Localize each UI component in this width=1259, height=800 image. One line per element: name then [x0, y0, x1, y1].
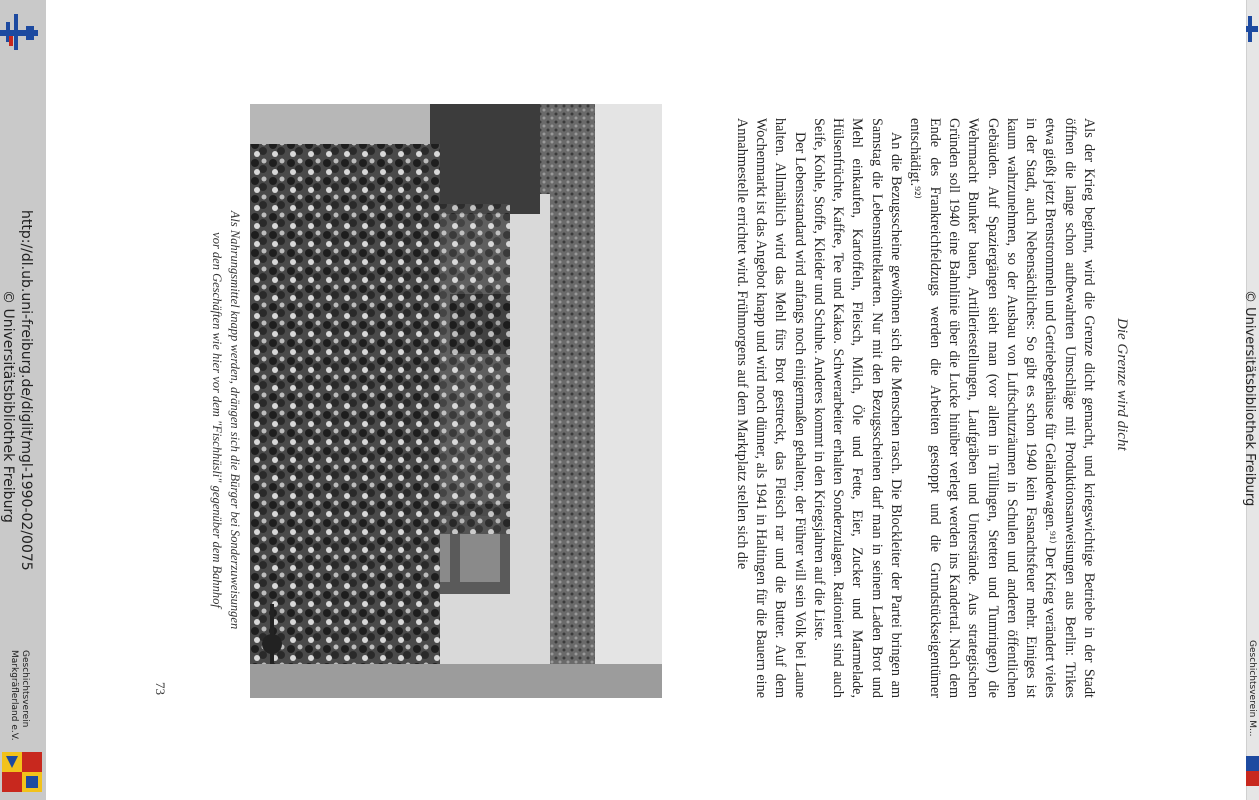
- photo-illustration: [250, 104, 662, 698]
- right-publisher-label: Geschichtsverein M...: [1247, 640, 1257, 737]
- paragraph: Als der Krieg beginnt, wird die Grenze dicht gemacht, und kriegswichtige Betriebe in der Stadt öffnen die lange schon aufbewahrten Umschläge mit Produktionsanweisungen aus Berlin: Trikes etwa gießt jetzt Brenstrommeln und Getriebegehäuse für Geländewagen.⁹¹⁾ Der Krieg verändert vieles in der Stadt, auch Nebensächliches: So gibt es schon 1940 kein Fasnachtsfeuer mehr. Einiges ist kaum wahrzunehmen, so der Ausbau von Luftschutzräumen in Schulen und anderen öffentlichen Gebäuden. Auf Spaziergängen sieht man (vor allem in Tüllingen, Stetten und Tumringen) die Wehrmacht Bunker bauen, Artilleriestellungen, Laufgräben und Unterstände. Aus strategischen Gründen soll 1940 eine Bahnlinie über die Lucke hinüber verlegt werden ins Kandertal. Nach dem Ende des Frankreichfeldzugs werden die Arbeiten gestoppt und die Grundstückseigentümer entschädigt.⁹²⁾: [907, 118, 1097, 698]
- flag-icon[interactable]: [0, 10, 38, 50]
- coat-of-arms-icon: [2, 752, 42, 792]
- right-copyright-notice: © Universitätsbibliothek Freiburg: [1242, 290, 1257, 507]
- copyright-notice: © Universitätsbibliothek Freiburg: [0, 290, 16, 523]
- paragraph: An die Bezugsscheine gewöhnen sich die Menschen rasch. Die Blockleiter der Partei bringen am Samstag die Lebensmittelkarten. Nur mit den Bezugsscheinen darf man in seinem Laden Brot und Mehl einkaufen, Kartoffeln, Fleisch, Milch, Öle und Fette, Eier, Zucker und Marmelade, Hülsenfrüchte, Kaffee, Tee und Kakao. Schwerarbeiter erhalten Sonderzulagen. Rationiert sind auch Seife, Kohle, Stoffe, Kleider und Schuhe. Anderes kommt in den Kriegsjahren auf die Liste.: [810, 118, 905, 698]
- page-number: 73: [153, 682, 168, 695]
- caption-line-2: vor den Geschäften wie hier vor dem "Fischhüsli" gegenüber dem Bahnhof: [210, 232, 224, 608]
- paragraph: Der Lebensstandard wird anfangs noch einigermaßen gehalten; der Führer will sein Volk bei Laune halten. Allmählich wird das Mehl fürs Brot gestreckt, das Fleisch rar und die Butter. Auf dem Wochenmarkt ist das Angebot knapp und wird noch dünner, als 1941 in Haltingen für die Bauern eine Annahmestelle errichtet wird. Frühmorgens auf dem Marktplatz stellen sich die: [733, 118, 808, 698]
- caption-line-1: Als Nahrungsmittel knapp werden, drängen sich die Bürger bei Sonderzuweisungen: [228, 210, 242, 630]
- page-header-title: Die Grenze wird dicht: [1114, 318, 1130, 451]
- permalink-url[interactable]: http://dl.ub.uni-freiburg.de/diglit/mgl-1990-02/0075: [18, 210, 34, 571]
- coat-of-arms-icon-right: [1246, 756, 1259, 786]
- photo-caption: [208, 160, 244, 680]
- flag-icon-right[interactable]: [1246, 16, 1258, 42]
- historical-photo: [250, 104, 662, 698]
- body-text-block: [731, 118, 1098, 698]
- publisher-label: Geschichtsverein Markgräflerland e.V.: [9, 650, 30, 741]
